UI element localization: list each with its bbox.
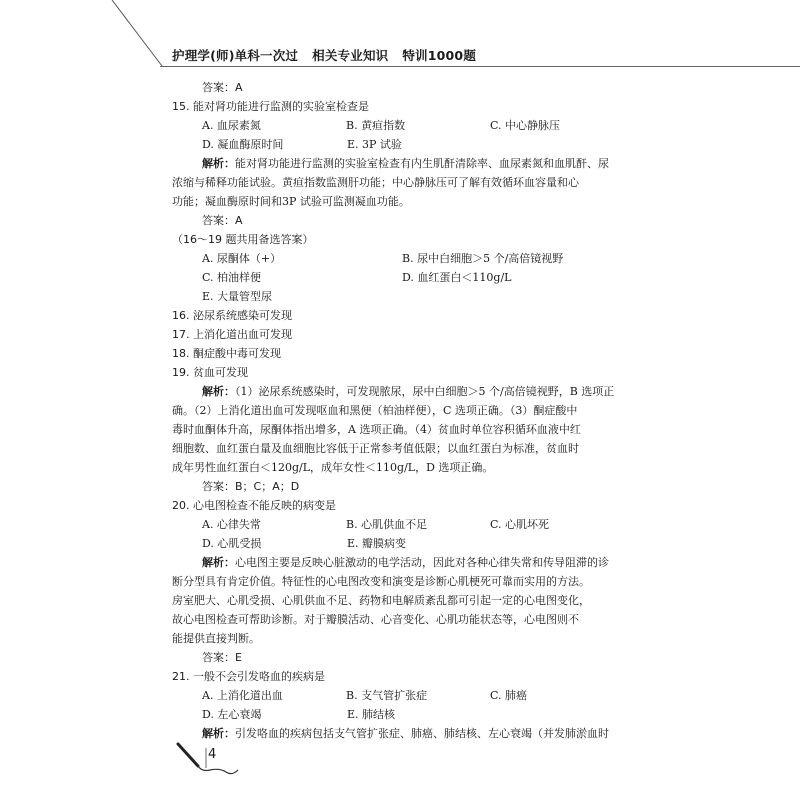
option-d: D. 血红蛋白＜110g/L <box>402 271 512 284</box>
question-19-stem: 19. 贫血可发现 <box>172 366 248 379</box>
option-e: E. 肺结核 <box>347 708 396 721</box>
question-21-stem: 21. 一般不会引发咯血的疾病是 <box>172 670 325 683</box>
explanation-15-line3: 功能；凝血酶原时间和3P 试验可监测凝血功能。 <box>172 195 410 208</box>
option-c: C. 肺癌 <box>490 689 528 702</box>
question-15-options-row1 <box>172 116 634 135</box>
answer-16-19: 答案：B；C；A；D <box>202 480 300 493</box>
question-20-options-row2 <box>172 534 634 553</box>
answer-20: 答案：E <box>202 651 242 664</box>
page-number: 4 <box>208 747 217 762</box>
answer-14: 答案：A <box>202 81 243 94</box>
explanation-19-line2: 确。（2）上消化道出血可发现呕血和黑便（柏油样便），C 选项正确。（3）酮症酸中 <box>172 404 578 417</box>
explanation-20-line4: 故心电图检查可帮助诊断。对于瓣膜活动、心音变化、心肌功能状态等，心电图则不 <box>172 613 579 626</box>
shared-options-row3 <box>172 287 634 306</box>
header-rule <box>160 66 800 67</box>
option-b: B. 黄疸指数 <box>346 119 406 132</box>
question-16-stem: 16. 泌尿系统感染可发现 <box>172 309 292 322</box>
question-17-stem: 17. 上消化道出血可发现 <box>172 328 292 341</box>
option-c: C. 柏油样便 <box>202 271 262 284</box>
option-a: A. 心律失常 <box>202 518 261 531</box>
explanation-label: 解析： <box>202 385 235 398</box>
book-title: 护理学(师)单科一次过 <box>172 48 299 63</box>
option-a: A. 尿酮体（+） <box>202 252 282 265</box>
question-20-stem: 20. 心电图检查不能反映的病变是 <box>172 499 336 512</box>
option-b: B. 支气管扩张症 <box>346 689 428 702</box>
option-c: C. 中心静脉压 <box>490 119 561 132</box>
explanation-20-line1 <box>172 553 634 572</box>
explanation-text: （1）泌尿系统感染时，可发现脓尿，尿中白细胞＞5 个/高倍镜视野，B 选项正 <box>235 385 615 398</box>
running-header <box>172 46 476 64</box>
question-20-options-row1 <box>172 515 634 534</box>
explanation-15-line1 <box>172 154 634 173</box>
option-e: E. 3P 试验 <box>347 138 402 151</box>
option-c: C. 心肌坏死 <box>490 518 550 531</box>
explanation-19-line1 <box>172 382 634 401</box>
explanation-20-line2: 断分型具有肯定价值。特征性的心电图改变和演变是诊断心肌梗死可靠而实用的方法。 <box>172 575 590 588</box>
explanation-label: 解析： <box>202 556 235 569</box>
shared-options-title: （16～19 题共用备选答案） <box>172 233 314 246</box>
option-e: E. 瓣膜病变 <box>347 537 407 550</box>
explanation-text: 能对肾功能进行监测的实验室检查有内生肌酐清除率、血尿素氮和血肌酐、尿 <box>235 157 609 170</box>
shared-options-row2 <box>172 268 634 287</box>
explanation-15-line2: 浓缩与稀释功能试验。黄疸指数监测肝功能；中心静脉压可了解有效循环血容量和心 <box>172 176 579 189</box>
question-21-options-row1 <box>172 686 634 705</box>
explanation-19-line3: 毒时血酮体升高，尿酮体指出增多，A 选项正确。（4）贫血时单位容积循环血液中红 <box>172 423 581 436</box>
option-e: E. 大量管型尿 <box>202 290 273 303</box>
option-d: D. 左心衰竭 <box>202 708 262 721</box>
option-b: B. 尿中白细胞＞5 个/高倍镜视野 <box>402 252 564 265</box>
book-series: 特训1000题 <box>402 48 477 63</box>
question-18-stem: 18. 酮症酸中毒可发现 <box>172 347 281 360</box>
explanation-20-line5: 能提供直接判断。 <box>172 632 260 645</box>
shared-options-row1 <box>172 249 634 268</box>
question-21-options-row2 <box>172 705 634 724</box>
book-subject: 相关专业知识 <box>312 48 389 63</box>
explanation-19-line4: 细胞数、血红蛋白量及血细胞比容低于正常参考值低限；以血红蛋白为标准，贫血时 <box>172 442 579 455</box>
option-d: D. 心肌受损 <box>202 537 262 550</box>
question-15-stem: 15. 能对肾功能进行监测的实验室检查是 <box>172 100 369 113</box>
option-a: A. 血尿素氮 <box>202 119 261 132</box>
explanation-text: 引发咯血的疾病包括支气管扩张症、肺癌、肺结核、左心衰竭（并发肺淤血时 <box>235 727 609 740</box>
question-15-options-row2 <box>172 135 634 154</box>
explanation-20-line3: 房室肥大、心肌受损、心肌供血不足、药物和电解质紊乱都可引起一定的心电图变化， <box>172 594 590 607</box>
answer-15: 答案：A <box>202 214 243 227</box>
explanation-label: 解析： <box>202 157 235 170</box>
header-diagonal-decoration <box>0 0 800 80</box>
option-a: A. 上消化道出血 <box>202 689 283 702</box>
option-b: B. 心肌供血不足 <box>346 518 428 531</box>
option-d: D. 凝血酶原时间 <box>202 138 284 151</box>
explanation-19-line5: 成年男性血红蛋白＜120g/L，成年女性＜110g/L，D 选项正确。 <box>172 461 494 474</box>
explanation-text: 心电图主要是反映心脏激动的电学活动，因此对各种心律失常和传导阻滞的诊 <box>235 556 609 569</box>
page-content <box>172 78 634 743</box>
explanation-label: 解析： <box>202 727 235 740</box>
